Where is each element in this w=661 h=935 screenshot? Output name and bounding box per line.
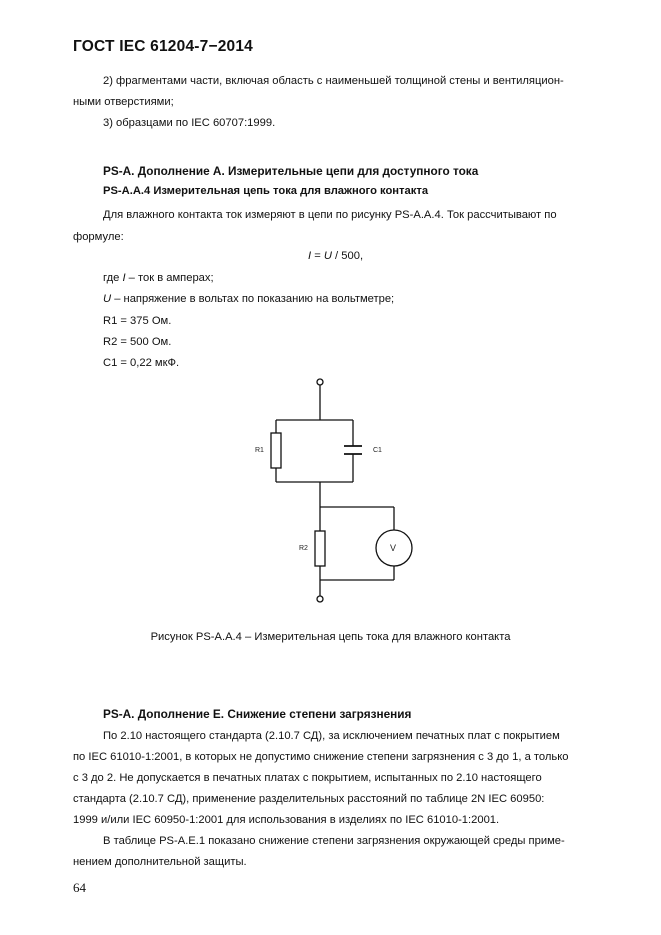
label-voltmeter: V [390,543,397,553]
section-e-p1-line-1: По 2.10 настоящего стандарта (2.10.7 СД), за исключением печатных плат с покрытием [103,730,560,742]
section-a-paragraph-line-1: Для влажного контакта ток измеряют в цепи по рисунку PS-A.A.4. Ток рассчитывают по [103,209,557,221]
capacitor-c1-icon [344,446,362,454]
section-e-p2-line-1: В таблице PS-A.E.1 показано снижение степени загрязнения окружающей среды приме- [103,835,565,847]
value-c1: C1 = 0,22 мкФ. [103,357,180,369]
section-a-paragraph-line-2: формуле: [73,231,124,243]
formula-voltage-symbol: U [323,250,332,262]
definition-voltage-text: – напряжение в вольтах по показанию на вольтметре; [111,293,395,305]
definition-current-symbol: I [122,272,126,284]
formula-current-symbol: I [308,250,312,262]
definition-voltage-symbol: U [103,293,112,305]
top-terminal-icon [317,379,323,385]
formula-divisor: / 500, [331,250,364,262]
intro-item-2-line-1: 2) фрагментами части, включая область с наименьшей толщиной стены и вентиляцион- [103,75,564,87]
figure-caption: Рисунок PS-A.A.4 – Измерительная цепь тока для влажного контакта [150,631,511,643]
definition-prefix: где [103,272,123,284]
section-e-heading: PS-A. Дополнение Е. Снижение степени загрязнения [103,707,412,721]
label-c1: C1 [373,447,382,454]
formula-equals: = [311,250,324,262]
intro-item-3: 3) образцами по IEC 60707:1999. [103,117,276,129]
section-a4-subheading: PS-A.A.4 Измерительная цепь тока для влажного контакта [103,185,429,197]
bottom-terminal-icon [317,596,323,602]
section-e-p1-line-2: по IEC 61010-1:2001, в которых не допустимо снижение степени загрязнения с 3 до 1, а только [73,751,569,763]
section-e-p1-line-4: стандарта (2.10.7 СД), применение разделительных расстояний по таблице 2N IEC 60950: [73,793,545,805]
document-header: ГОСТ IEC 61204-7−2014 [73,38,253,55]
page-number: 64 [73,880,86,895]
value-r1: R1 = 375 Ом. [103,315,172,327]
value-r2: R2 = 500 Ом. [103,336,172,348]
section-e-p1-line-3: с 3 до 2. Не допускается в печатных платах с покрытием, испытанных по 2.10 настоящего [73,772,542,784]
section-a-heading: PS-A. Дополнение А. Измерительные цепи для доступного тока [103,164,479,178]
definition-current-text: – ток в амперах; [125,272,214,284]
label-r1: R1 [255,447,264,454]
intro-item-2-line-2: ными отверстиями; [73,96,174,108]
section-e-p2-line-2: нением дополнительной защиты. [73,856,247,868]
resistor-r1-icon [271,433,281,468]
label-r2: R2 [299,545,308,552]
resistor-r2-icon [315,531,325,566]
section-e-p1-line-5: 1999 и/или IEC 60950-1:2001 для использования в изделиях по IEC 61010-1:2001. [73,814,500,826]
